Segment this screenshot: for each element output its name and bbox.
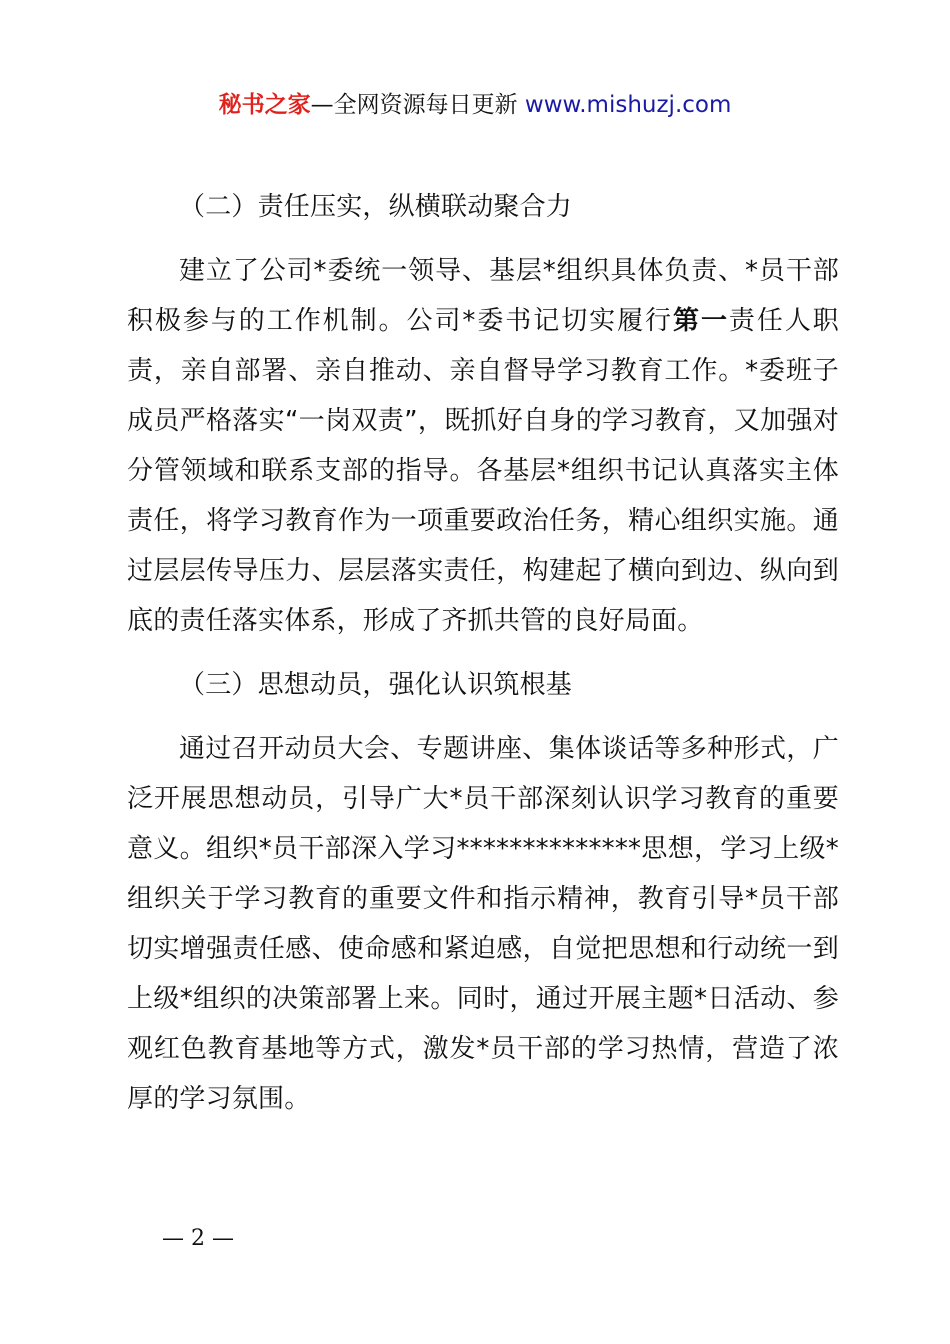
section-paragraph-2: [127, 246, 839, 646]
page-number: — 2 —: [162, 1226, 234, 1251]
section-heading-3: （三）思想动员，强化认识筑根基: [179, 670, 573, 700]
bold-emphasis: 第一: [673, 306, 729, 336]
site-url-link[interactable]: www.mishuzj.com: [524, 92, 732, 118]
paragraph-text: 通过召开动员大会、专题讲座、集体谈话等多种形式，广泛开展思想动员，引导广大*员干部深刻认识学习教育的重要意义。组织*员干部深入学习**************思想，学习上级*组织关于学习教育的重要文件和指示精神，教育引导*员干部切实增强责任感、使命感和紧迫感，自觉把思想和行动统一到上级*组织的决策部署上来。同时，通过开展主题*日活动、参观红色教育基地等方式，激发*员干部的学习热情，营造了浓厚的学习氛围。: [127, 734, 839, 1114]
brand-name: 秘书之家: [218, 92, 311, 118]
document-body: [127, 182, 839, 1138]
paragraph-text: 建立了公司*委统一领导、基层*组织具体负责、*员干部积极参与的工作机制。公司*委书记切实履行: [127, 256, 839, 336]
section-paragraph-3: [127, 724, 839, 1124]
section-heading-2: （二）责任压实，纵横联动聚合力: [179, 192, 573, 222]
site-header: [0, 88, 950, 122]
header-slogan: —全网资源每日更新: [310, 92, 518, 118]
paragraph-text: 责任人职责，亲自部署、亲自推动、亲自督导学习教育工作。*委班子成员严格落实“一岗双责”，既抓好自身的学习教育，又加强对分管领域和联系支部的指导。各基层*组织书记认真落实主体责任，将学习教育作为一项重要政治任务，精心组织实施。通过层层传导压力、层层落实责任，构建起了横向到边、纵向到底的责任落实体系，形成了齐抓共管的良好局面。: [127, 306, 839, 636]
